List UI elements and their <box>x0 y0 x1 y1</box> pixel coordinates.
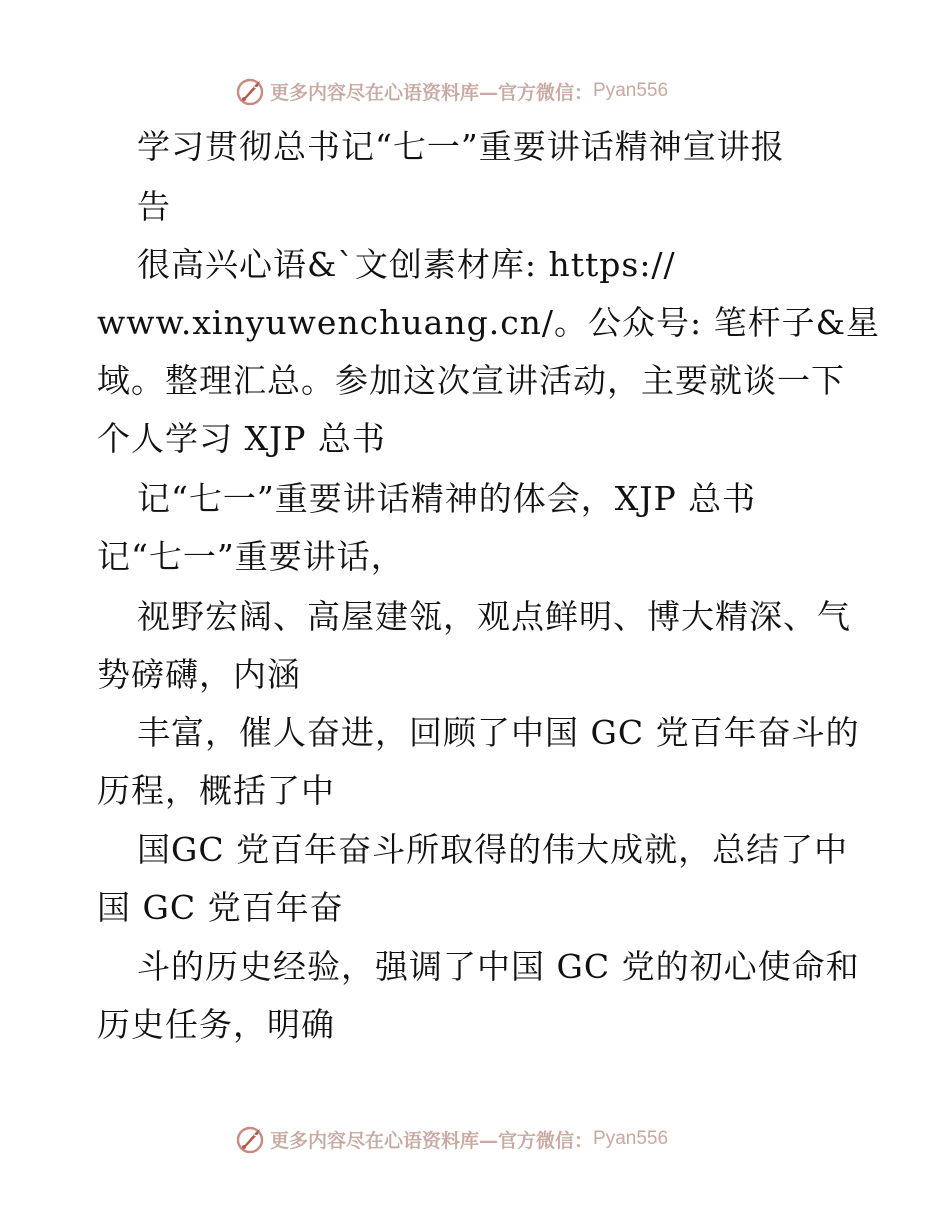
body-line: 国GC 党百年奋斗所取得的伟大成就，总结了中 <box>137 830 849 869</box>
watermark-text: 更多内容尽在心语资料库—官方微信： <box>270 81 594 104</box>
quill-seal-icon <box>234 1123 266 1155</box>
title-line-2: 告 <box>137 187 171 226</box>
body-line: 域。整理汇总。参加这次宣讲活动，主要就谈一下 <box>97 361 845 400</box>
body-line: 个人学习 XJP 总书 <box>97 419 386 458</box>
body-line: 斗的历史经验，强调了中国 GC 党的初心使命和 <box>137 947 860 986</box>
body-line: 丰富，催人奋进，回顾了中国 GC 党百年奋斗的 <box>137 713 860 752</box>
body-line: www.xinyuwenchuang.cn/。公众号: 笔杆子&星 <box>97 303 881 342</box>
watermark-wechat-id: Pyan556 <box>593 80 669 101</box>
watermark-wechat-id: Pyan556 <box>593 1128 669 1149</box>
body-line: 势磅礴，内涵 <box>97 655 301 694</box>
footer-watermark <box>234 1121 668 1157</box>
body-line: 视野宏阔、高屋建瓴，观点鲜明、博大精深、气 <box>137 597 851 636</box>
body-line: 历程，概括了中 <box>97 771 335 810</box>
body-line: 记“七一”重要讲话精神的体会，XJP 总书 <box>137 479 757 518</box>
body-line: 国 GC 党百年奋 <box>97 888 344 927</box>
body-line: 很高兴心语&`文创素材库: https:// <box>137 245 676 284</box>
quill-seal-icon <box>234 75 266 107</box>
body-line: 记“七一”重要讲话， <box>97 537 405 576</box>
header-watermark <box>234 73 668 109</box>
title-line-1: 学习贯彻总书记“七一”重要讲话精神宣讲报 <box>137 127 785 166</box>
body-line: 历史任务，明确 <box>97 1005 335 1044</box>
watermark-text: 更多内容尽在心语资料库—官方微信： <box>270 1129 594 1152</box>
